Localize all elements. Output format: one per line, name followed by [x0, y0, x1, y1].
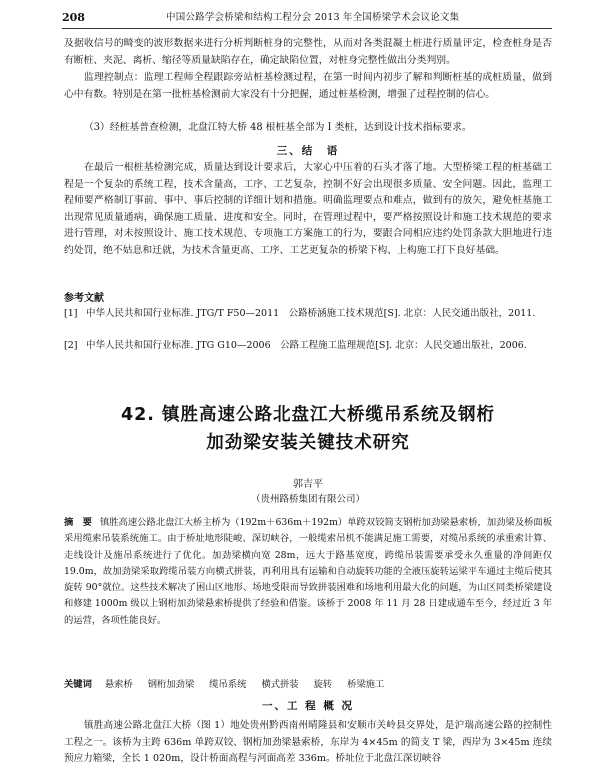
- article-title-line-2: 加劲梁安装关键技术研究: [206, 433, 410, 453]
- keyword: 旋转: [313, 679, 333, 690]
- page-number: 208: [62, 11, 85, 24]
- article-body-paragraph-1: 镇胜高速公路北盘江大桥（图 1）地处贵州黔西南州晴隆县和安顺市关岭县交界处，是沪瑞高速公路的控制性工程之一。该桥为主跨 636m 单跨双铰、钢桁加劲梁悬索桥，东岸为 4×45m 的简支 T 梁，西岸为 3×45m 连续预应力箱梁，全长 1 020m，设计桥面高程与河面高差 336m。桥址位于北盘江深切峡谷: [64, 720, 552, 764]
- article-title-line-1: 42. 镇胜高速公路北盘江大桥缆吊系统及钢桁: [120, 405, 496, 425]
- references-title: 参考文献: [64, 293, 104, 304]
- prev-article-paragraph-3: （3）经桩基普查检测，北盘江特大桥 48 根桩基全部为 I 类桩，达到设计技术指标要求。: [84, 122, 472, 133]
- abstract-label: 摘 要: [64, 517, 92, 528]
- author-affiliation: （贵州路桥集团有限公司）: [250, 494, 365, 505]
- running-head: [62, 10, 552, 29]
- section-heading-overview: 一、工 程 概 况: [262, 700, 354, 712]
- abstract: [64, 515, 552, 629]
- keyword: 横式拼装: [261, 679, 299, 690]
- prev-article-paragraph-4: 在最后一根桩基检测完成，质量达到设计要求后，大家心中压着的石头才落了地。大型桥梁工程的桩基础工程是一个复杂的系统工程，技术含量高，工序、工艺复杂，控制不好会出现很多质量、安全问题。因此，监理工程师要严格制订事前、事中、事后控制的详细计划和措施。明确监理要点和难点，做到有的放矢，避免桩基施工出现常见质量通病，确保施工质量、进度和安全。同时，在管理过程中，要严格按照设计和施工技术规范的要求进行管理，对未按照设计、施工技术规范、专项施工方案施工的行为，要跟合同相应违约处罚条款大胆地进行违约处罚，绝不姑息和迁就，为技术含量更高、工序、工艺更复杂的桥梁下构、上构施工打下良好基础。: [64, 162, 552, 256]
- keyword: 桥梁施工: [347, 679, 385, 690]
- section-heading-conclusion: 三、结 语: [276, 145, 340, 157]
- keyword: 缆吊系统: [209, 679, 247, 690]
- abstract-text: 镇胜高速公路北盘江大桥主桥为（192m＋636m＋192m）单跨双铰简支钢桁加劲梁悬索桥，加劲梁及桥面板采用缆索吊装系统施工。由于桥址地形陡峻、深切峡谷，一般缆索吊机不能满足施工需要，对缆吊系统的承重索计算、走线设计及施吊系统进行了优化。加劲梁横向宽 28m，远大于路基宽度，跨缆吊装需要承受永久重量的净间距仅 19.0m，故加劲梁采取跨缆吊装方向横式拼装，再利用具有运输和自动旋转功能的全液压旋转运梁平车通过主缆后使其旋转 90°就位。这些技术解决了困山区地形、场地受限而导致拼装困难和场地利用最大化的问题，为山区同类桥梁建设和修建 1000m 级以上钢桁加劲梁悬索桥提供了经验和借鉴。该桥于 2008 年 11 月 28 日建成通车至今，经过近 3 年的运营，各项性能良好。: [64, 517, 552, 626]
- author-name: 郭吉平: [293, 479, 323, 490]
- keywords-label: 关键词: [64, 679, 92, 690]
- keywords: [64, 676, 552, 690]
- reference-text: 中华人民共和国行业标准. JTG G10—2006 公路工程施工监理规范[S]. 北京：人民交通出版社，2006.: [86, 340, 527, 351]
- reference-item: [64, 306, 552, 322]
- prev-article-paragraph-2: 监理控制点：监理工程师全程跟踪旁站桩基检测过程，在第一时间内初步了解和判断桩基的成桩质量，做到心中有数。特别是在第一批桩基检测前大家没有十分把握，通过桩基检测，增强了过程控制的信心。: [64, 72, 552, 100]
- prev-article-paragraph-1: 及据收信号的畸变的波形数据来进行分析判断桩身的完整性，从而对各类混凝土桩进行质量评定，检查桩身是否有断桩、夹泥、离析、缩径等质量缺陷存在，确定缺陷位置，对桩身完整性做出分类判别。: [64, 38, 552, 66]
- keyword: 悬索桥: [104, 679, 133, 690]
- reference-number: [1]: [64, 308, 78, 319]
- journal-title: 中国公路学会桥梁和结构工程分会 2013 年全国桥梁学术会议论文集: [166, 12, 460, 23]
- reference-text: 中华人民共和国行业标准. JTG/T F50—2011 公路桥涵施工技术规范[S]. 北京：人民交通出版社，2011.: [86, 308, 536, 319]
- reference-number: [2]: [64, 340, 78, 351]
- keyword: 钢桁加劲梁: [147, 679, 195, 690]
- reference-item: [64, 338, 552, 354]
